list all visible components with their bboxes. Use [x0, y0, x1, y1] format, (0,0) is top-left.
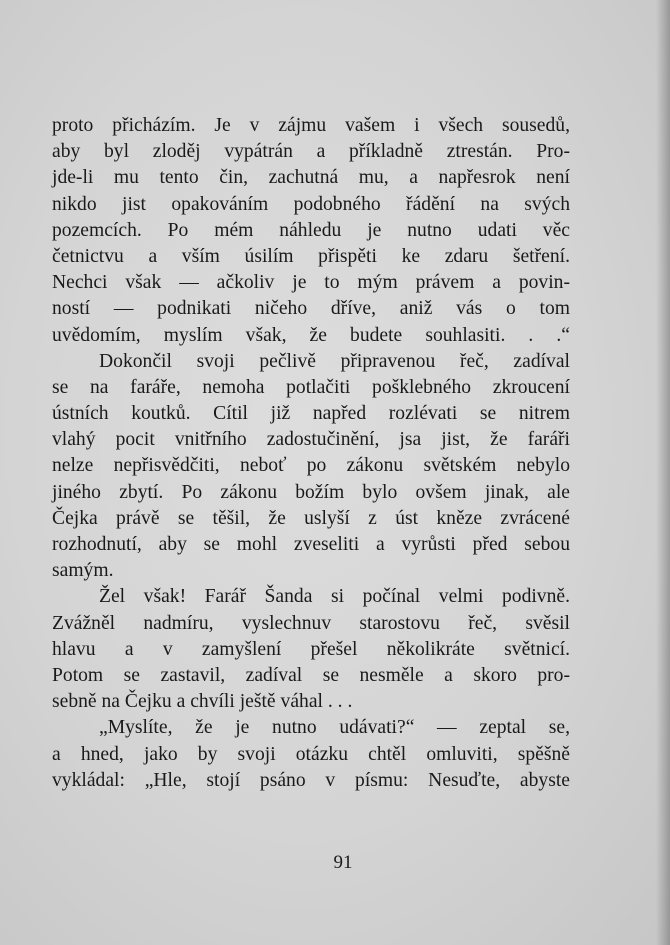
text-line-19: Žel však! Farář Šanda si počínal velmi podivně.: [99, 586, 570, 608]
text-line-16: Čejka právě se těšil, že uslyší z úst kněze zvrácené: [52, 507, 570, 529]
text-line-2: aby byl zloděj vypátrán a příkladně ztrestán. Pro-: [52, 141, 570, 163]
text-line-20: Zvážněl nadmíru, vyslechnuv starostovu řeč, svěsil: [52, 612, 570, 634]
text-line-13: vlahý pocit vnitřního zadostučinění, jsa jist, že faráři: [52, 429, 570, 451]
text-line-22: Potom se zastavil, zadíval se nesměle a skoro pro-: [52, 664, 570, 686]
text-line-12: ústních koutků. Cítil již napřed rozlévati se nitrem: [52, 403, 570, 425]
body-text: [52, 113, 570, 794]
text-line-10: Dokončil svoji pečlivě připravenou řeč, zadíval: [99, 350, 570, 372]
text-line-3: jde-li mu tento čin, zachutná mu, a napřesrok není: [52, 167, 570, 189]
text-line-1: proto přicházím. Je v zájmu vašem i všech sousedů,: [52, 115, 570, 136]
text-line-17: rozhodnutí, aby se mohl zveseliti a vyrůsti před sebou: [52, 534, 570, 555]
text-line-15: jiného zbytí. Po zákonu božím bylo ovšem jinak, ale: [52, 481, 570, 503]
text-line-7: Nechci však — ačkoliv je to mým právem a povin-: [52, 272, 570, 294]
page-edge-shadow: [656, 0, 670, 945]
text-line-11: se na faráře, nemoha potlačiti pošklebného zkroucení: [52, 376, 570, 398]
text-line-14: nelze nepřisvědčiti, neboť po zákonu světském nebylo: [52, 455, 570, 477]
text-line-5: pozemcích. Po mém náhledu je nutno udati věc: [52, 219, 570, 241]
text-line-26: vykládal: „Hle, stojí psáno v písmu: Nesuďte, abyste: [52, 769, 570, 791]
text-line-24: „Myslíte, že je nutno udávati?“ — zeptal se,: [99, 717, 570, 739]
text-line-18: samým.: [52, 560, 114, 582]
text-line-8: ností — podnikati ničeho dříve, aniž vás o tom: [52, 298, 570, 320]
text-line-4: nikdo jist opakováním podobného řádění na svých: [52, 193, 570, 215]
text-line-21: hlavu a v zamyšlení přešel několikráte světnicí.: [52, 638, 570, 660]
text-line-25: a hned, jako by svoji otázku chtěl omluviti, spěšně: [52, 743, 570, 765]
text-line-23: sebně na Čejku a chvíli ještě váhal . . .: [52, 691, 353, 713]
text-line-9: uvědomím, myslím však, že budete souhlasiti. . .“: [52, 324, 570, 346]
text-line-6: četnictvu a vším úsilím přispěti ke zdaru šetření.: [52, 245, 570, 267]
page-number: 91: [333, 852, 353, 873]
